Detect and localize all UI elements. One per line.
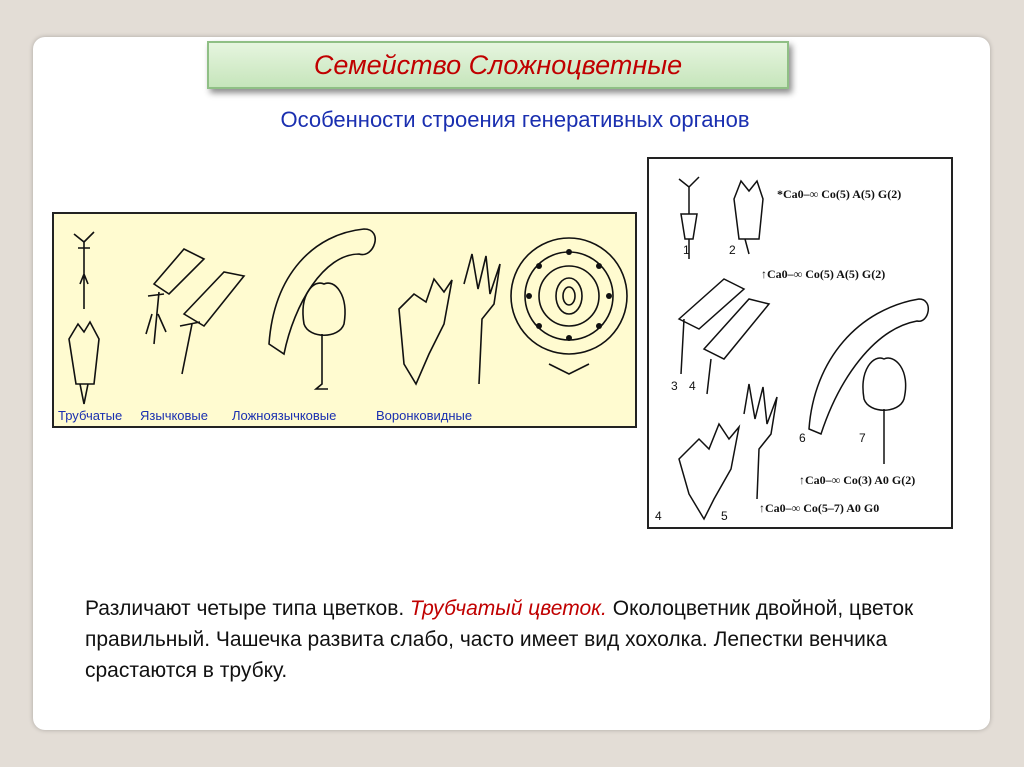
- fig-number-2: 2: [729, 243, 736, 257]
- fig-number-3: 3: [671, 379, 678, 393]
- fig-number-1: 1: [683, 243, 690, 257]
- slide-title: Семейство Сложноцветные: [313, 50, 683, 80]
- flower-types-figure: [52, 212, 637, 428]
- fig-number-5: 5: [721, 509, 728, 523]
- body-paragraph: [85, 593, 945, 686]
- formula-tubular: *Ca0–∞ Co(5) A(5) G(2): [777, 187, 902, 201]
- slide-subtitle: Особенности строения генеративных органов: [280, 107, 750, 132]
- fig-number-4: 4: [689, 379, 696, 393]
- fig-number-7: 7: [859, 431, 866, 445]
- formula-ligulate: ↑Ca0–∞ Co(5) A(5) G(2): [761, 267, 886, 281]
- body-highlight: Трубчатый цветок.: [410, 597, 607, 620]
- formula-pseudoligulate: ↑Ca0–∞ Co(3) A0 G(2): [799, 473, 916, 487]
- fig-number-4b: 4: [655, 509, 662, 523]
- formula-funnel: ↑Ca0–∞ Co(5–7) A0 G0: [759, 501, 880, 515]
- title-banner: [207, 41, 789, 89]
- body-rest: Околоцветник двойной, цветок правильный. Чашечка развита слабо, часто имеет вид хохолка. Лепестки венчика срастаются в трубку.: [85, 597, 914, 682]
- flower-types-drawing: [54, 214, 639, 430]
- body-intro: Различают четыре типа цветков.: [85, 597, 405, 620]
- label-funnel: Воронковидные: [376, 408, 473, 423]
- label-pseudoligulate: Ложноязычковые: [232, 408, 337, 423]
- flower-formulas-figure: [647, 157, 953, 529]
- label-ligulate: Язычковые: [140, 408, 209, 423]
- fig-number-6: 6: [799, 431, 806, 445]
- label-tubular: Трубчатые: [58, 408, 123, 423]
